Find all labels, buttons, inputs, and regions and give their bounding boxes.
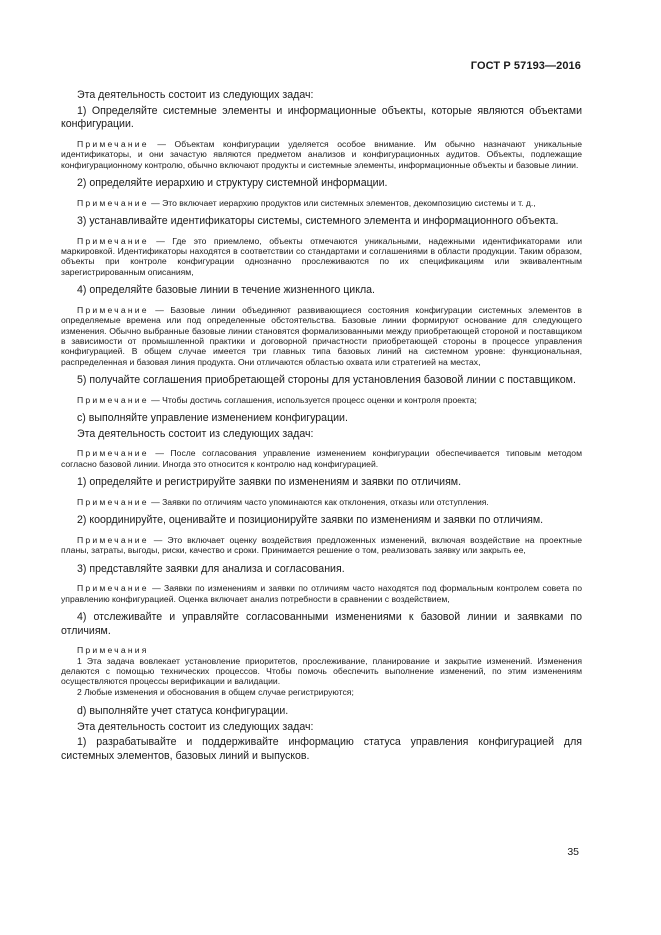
- paragraph: 3) устанавливайте идентификаторы системы, системного элемента и информационного объекта.: [77, 215, 559, 227]
- paragraph: Эта деятельность состоит из следующих задач:: [77, 89, 314, 101]
- paragraph: 1) Определяйте системные элементы и информационные объекты, которые являются объектами конфигурации.: [61, 104, 582, 131]
- note-label: Примечание: [77, 304, 149, 315]
- page-body: [61, 89, 582, 766]
- note-label: Примечание: [77, 534, 149, 545]
- note-label: Примечание: [77, 448, 149, 459]
- note-item: 2 Любые изменения и обоснования в общем случае регистрируются;: [77, 686, 354, 697]
- note: Примечание — Где это приемлемо, объекты отмечаются уникальными, надежными идентификаторами или маркировкой. Идентификаторы находятся в соответствии со стандартами и соглашениями в области продукции. Таким образом, объекты при контроле конфигурации однозначно прослеживаются по их спецификациям или эквивалентным зарегистрированным описаниям,: [61, 235, 582, 277]
- paragraph: 4) отслеживайте и управляйте согласованными изменениями к базовой линии и заявками по отличиям.: [61, 611, 582, 637]
- paragraph: 1) разрабатывайте и поддерживайте информацию статуса управления конфигурацией для системных элементов, базовых линий и выпусков.: [61, 736, 582, 763]
- note-label: Примечание: [77, 496, 149, 507]
- paragraph: 5) получайте соглашения приобретающей стороны для установления базовой линии с поставщиком.: [77, 374, 576, 387]
- note: Примечание — Это включает иерархию продуктов или системных элементов, декомпозицию системы и т. д.,: [77, 197, 536, 208]
- note: Примечание — Базовые линии объединяют развивающиеся состояния конфигурации системных элементов в определяемые времена или под определенные обстоятельства. Базовые линии формируют основание для следующего изменения. Обычно выбранные базовые линии становятся формализованными между приобретающей стороной и поставщиком в зависимости от промышленной практики и договорной причастности приобретающей стороны в процессе управления конфигурацией. В общем случае имеется три главных типа базовых линий на системном уровне: функциональная, распределенная и базовая линия продукта. Они отличаются областью охвата или стратегией на местах,: [61, 304, 582, 367]
- note-label: Примечание: [77, 235, 149, 246]
- paragraph: 2) координируйте, оценивайте и позиционируйте заявки по изменениям и заявки по отличиям.: [77, 514, 544, 527]
- note-item: 1 Эта задача вовлекает установление приоритетов, прослеживание, планирование и закрытие изменений. Изменения делаются с помощью технических процессов. Чтобы помочь обеспечить выполнение изменений, по этим изменениям осуществляются процессы верификации и валидации.: [61, 655, 582, 687]
- note-label: Примечание: [77, 394, 149, 405]
- note: Примечание — Это включает оценку воздействия предложенных изменений, включая воздействие на проектные планы, затраты, выгоды, риски, качество и сроки. Принимается решение о том, реализовать заявку или закрыть ее,: [61, 534, 582, 556]
- paragraph: с) выполняйте управление изменением конфигурации.: [77, 412, 348, 425]
- note: Примечание — Заявки по отличиям часто упоминаются как отклонения, отказы или отступления.: [77, 496, 489, 507]
- note: Примечание — Заявки по изменениям и заявки по отличиям часто находятся под формальным контролем совета по управлению конфигурацией. Оценка включает анализ потребности в сравнении с воздействием,: [61, 583, 582, 604]
- paragraph: d) выполняйте учет статуса конфигурации.: [77, 705, 289, 718]
- paragraph: 1) определяйте и регистрируйте заявки по изменениям и заявки по отличиям.: [77, 476, 462, 489]
- page-number: 35: [567, 846, 579, 858]
- note: Примечание — После согласования управление изменением конфигурации обеспечивается типовым методом согласно базовой линии. Иногда это относится к контролю над конфигурацией.: [61, 448, 582, 469]
- paragraph: Эта деятельность состоит из следующих задач:: [77, 427, 314, 440]
- note-label: Примечание: [77, 138, 149, 149]
- note-label: Примечание: [77, 197, 149, 208]
- paragraph: 2) определяйте иерархию и структуру системной информации.: [77, 177, 388, 189]
- paragraph: Эта деятельность состоит из следующих задач:: [77, 720, 314, 733]
- paragraph: 3) представляйте заявки для анализа и согласования.: [77, 562, 345, 575]
- paragraph: 4) определяйте базовые линии в течение жизненного цикла.: [77, 284, 375, 297]
- note: Примечание — Объектам конфигурации уделяется особое внимание. Им обычно назначают уникальные идентификаторы, и они зачастую являются предметом анализов и конфигурационных аудитов. Объекты, подлежащие конфигурационному контролю, обычно включают продукты и системные элементы, информационные объекты и базовые линии.: [61, 138, 582, 170]
- document-standard-header: ГОСТ Р 57193—2016: [470, 60, 581, 72]
- notes-label: Примечания: [77, 645, 149, 656]
- note-label: Примечание: [77, 583, 149, 594]
- note: Примечание — Чтобы достичь соглашения, используется процесс оценки и контроля проекта;: [77, 394, 477, 405]
